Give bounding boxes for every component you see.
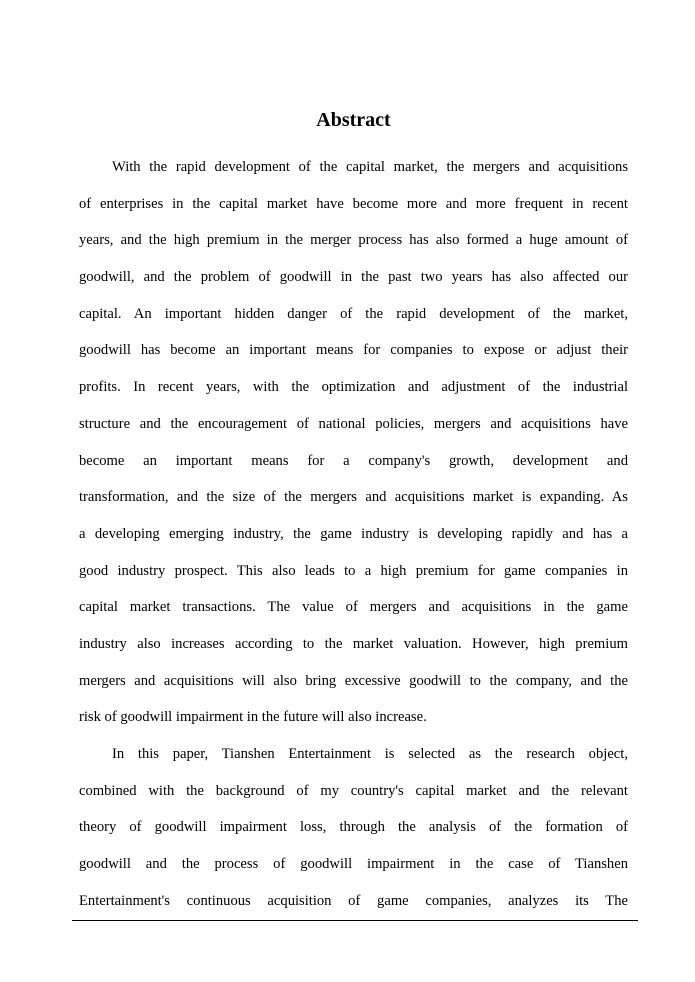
text-line: capital market transactions. The value of mergers and acquisitions in the game: [79, 599, 628, 616]
text-line: of enterprises in the capital market have become more and more frequent in recent: [79, 195, 628, 212]
text-line: years, and the high premium in the merger process has also formed a huge amount of: [79, 232, 628, 249]
text-line: With the rapid development of the capital market, the mergers and acquisitions: [112, 159, 628, 175]
text-line: combined with the background of my country's capital market and the relevant: [79, 782, 628, 799]
text-line: goodwill has become an important means for companies to expose or adjust their: [79, 342, 628, 359]
text-line: a developing emerging industry, the game industry is developing rapidly and has a: [79, 525, 628, 542]
text-line: transformation, and the size of the mergers and acquisitions market is expanding. As: [79, 489, 628, 506]
text-line: become an important means for a company's growth, development and: [79, 452, 628, 469]
text-line: goodwill, and the problem of goodwill in the past two years has also affected our: [79, 269, 628, 286]
footer-divider: [72, 920, 638, 921]
text-line: capital. An important hidden danger of the rapid development of the market,: [79, 305, 628, 322]
text-line: mergers and acquisitions will also bring excessive goodwill to the company, and the: [79, 672, 628, 689]
text-line: risk of goodwill impairment in the future will also increase.: [79, 709, 427, 726]
text-line: Entertainment's continuous acquisition of game companies, analyzes its The: [79, 892, 628, 909]
text-line: industry also increases according to the market valuation. However, high premium: [79, 635, 628, 652]
text-line: good industry prospect. This also leads to a high premium for game companies in: [79, 562, 628, 579]
page-title: Abstract: [316, 109, 391, 131]
text-line: goodwill and the process of goodwill impairment in the case of Tianshen: [79, 856, 628, 873]
text-line: structure and the encouragement of national policies, mergers and acquisitions have: [79, 415, 628, 432]
abstract-body: [79, 149, 628, 919]
text-line: profits. In recent years, with the optimization and adjustment of the industrial: [79, 379, 628, 396]
text-line: In this paper, Tianshen Entertainment is selected as the research object,: [112, 746, 628, 762]
text-line: theory of goodwill impairment loss, through the analysis of the formation of: [79, 819, 628, 836]
